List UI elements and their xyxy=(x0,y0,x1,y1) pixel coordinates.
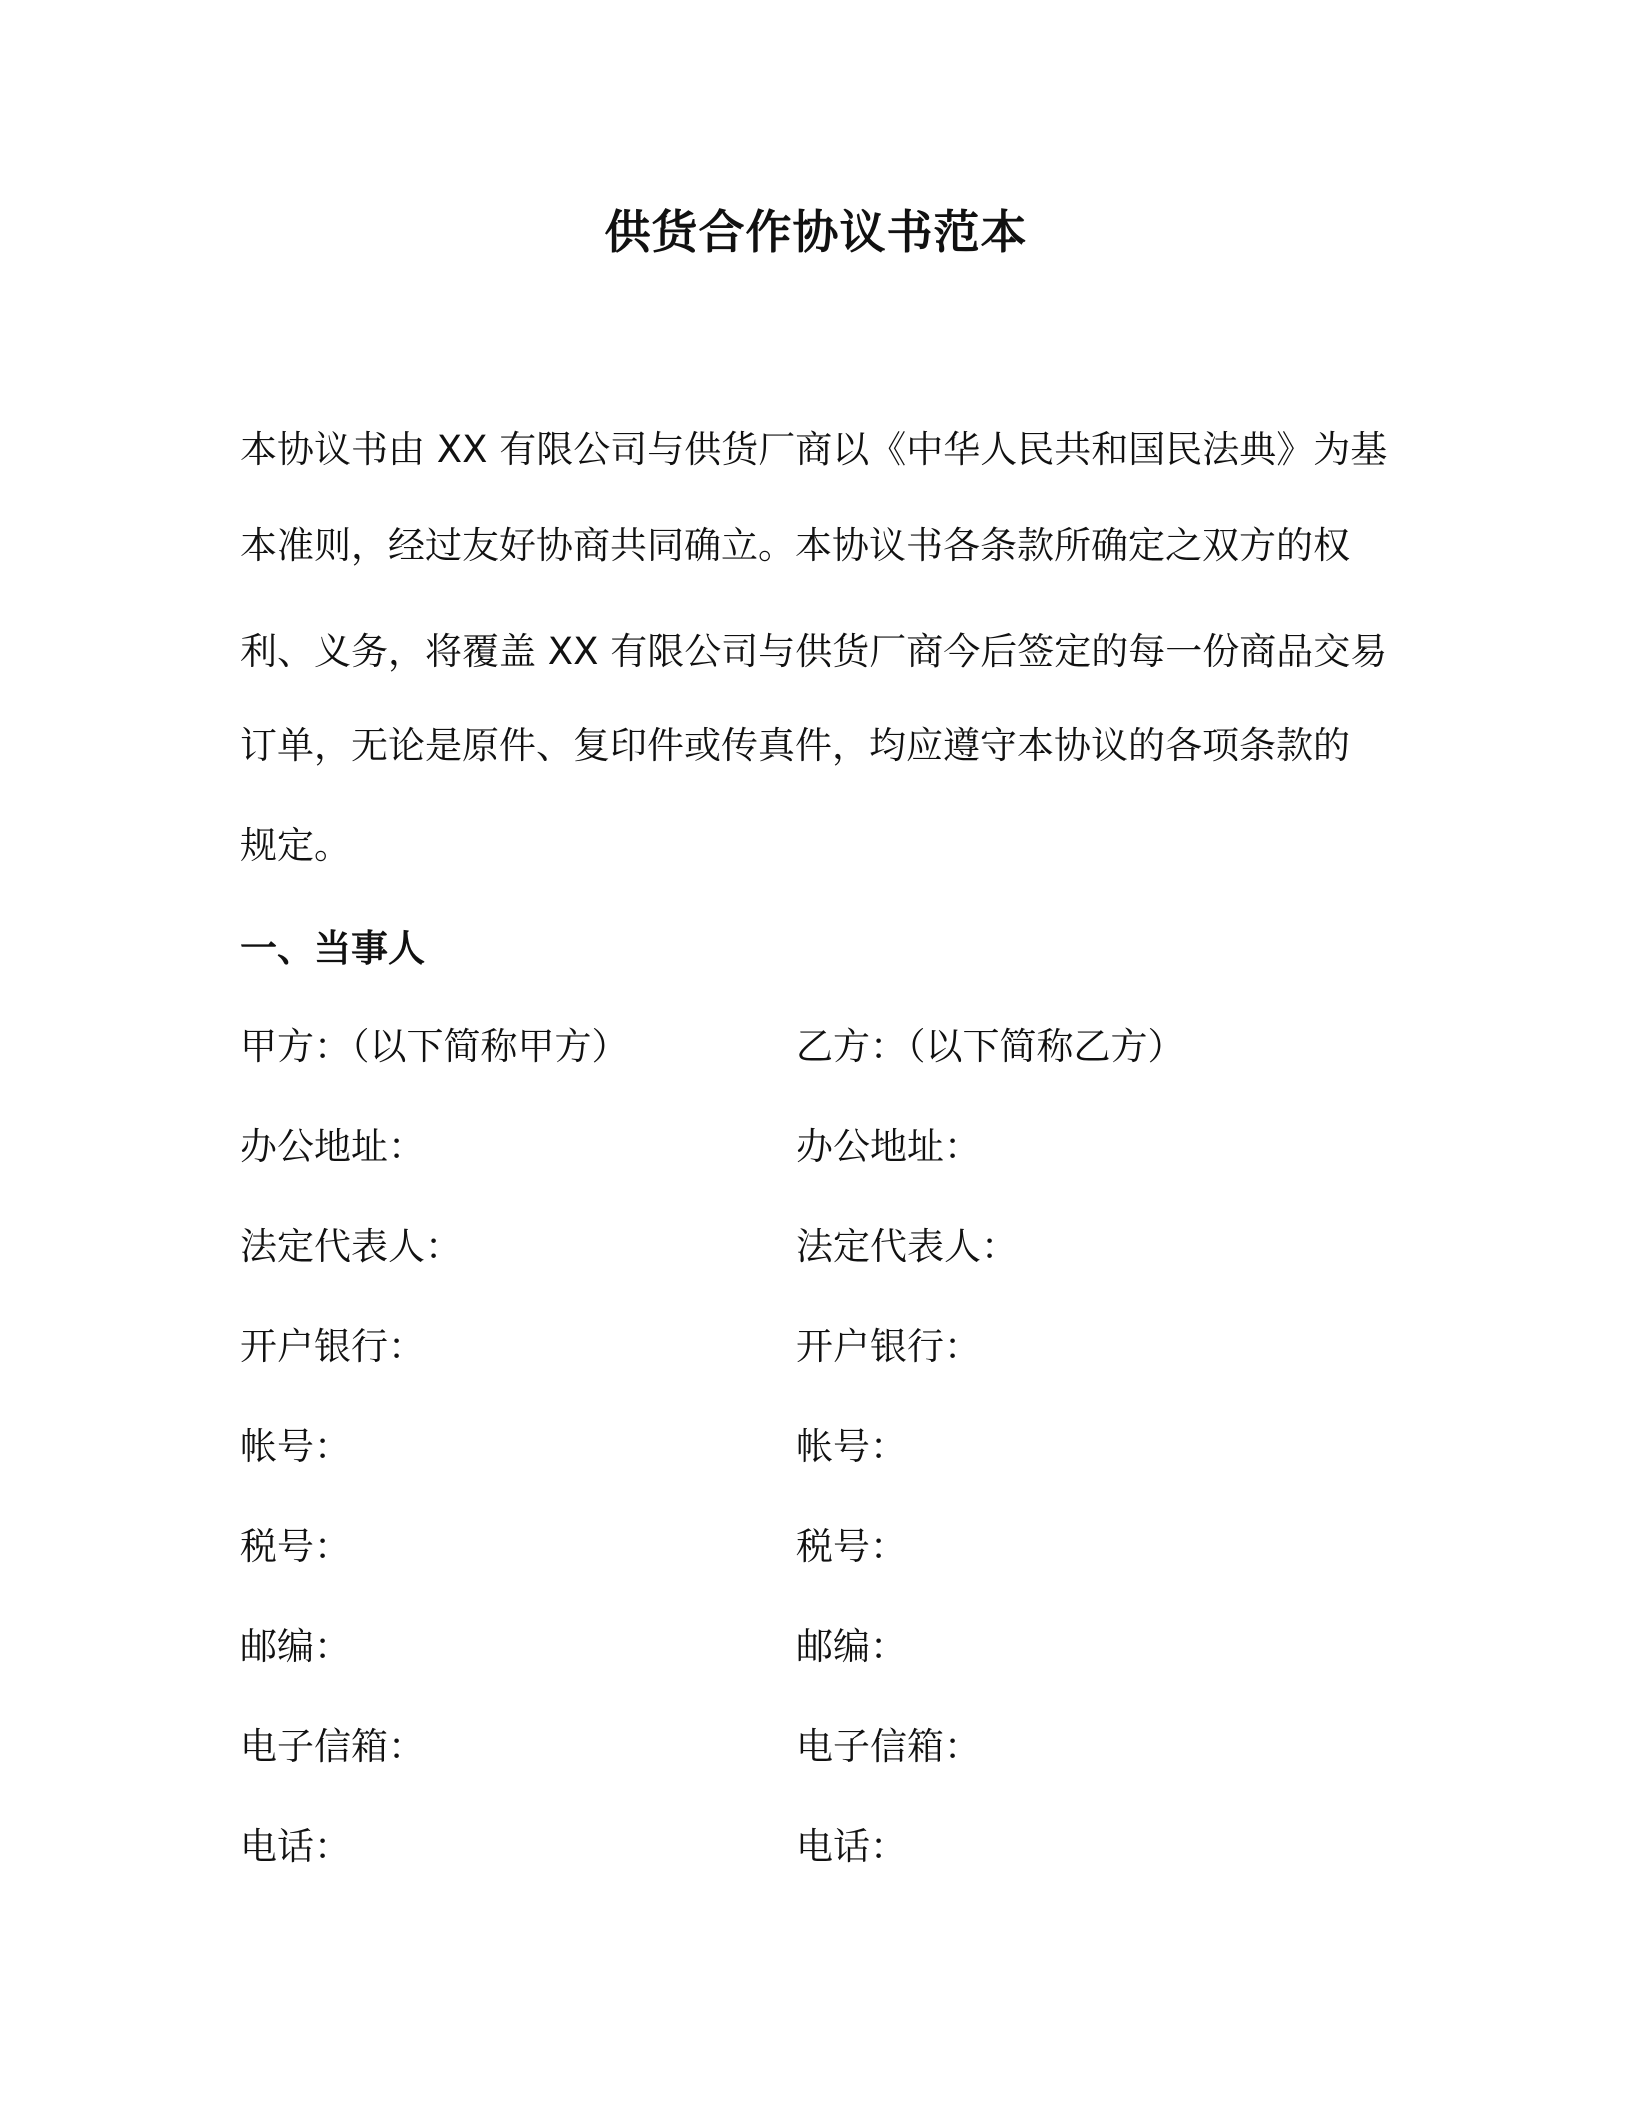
party-b-address-label: 办公地址： xyxy=(796,1125,981,1168)
party-a-label: 甲方：（以下简称甲方） xyxy=(240,1025,629,1068)
party-b-legal-rep-label: 法定代表人： xyxy=(796,1225,1018,1268)
party-row-email xyxy=(240,1723,1380,1771)
party-b-tax-id-label: 税号： xyxy=(796,1525,907,1568)
party-a-bank-label: 开户银行： xyxy=(240,1325,425,1368)
party-a-account-label: 帐号： xyxy=(240,1425,351,1468)
section-heading-parties: 一、当事人 xyxy=(240,927,425,970)
party-row-address xyxy=(240,1123,1380,1171)
party-b-account-label: 帐号： xyxy=(796,1425,907,1468)
party-row-bank xyxy=(240,1323,1380,1371)
party-row-header xyxy=(240,1023,1380,1071)
party-b-bank-label: 开户银行： xyxy=(796,1325,981,1368)
party-b-postcode-label: 邮编： xyxy=(796,1625,907,1668)
intro-line: 订单，无论是原件、复印件或传真件，均应遵守本协议的各项条款的 xyxy=(240,724,1350,767)
party-a-legal-rep-label: 法定代表人： xyxy=(240,1225,462,1268)
party-row-account xyxy=(240,1423,1380,1471)
party-b-label: 乙方：（以下简称乙方） xyxy=(796,1025,1185,1068)
document-title: 供货合作协议书范本 xyxy=(604,205,1028,259)
party-a-tax-id-label: 税号： xyxy=(240,1525,351,1568)
intro-line: 规定。 xyxy=(240,824,351,867)
party-row-legal-rep xyxy=(240,1223,1380,1271)
intro-line: 本准则，经过友好协商共同确立。本协议书各条款所确定之双方的权 xyxy=(240,524,1350,567)
party-a-phone-label: 电话： xyxy=(240,1825,351,1868)
party-a-address-label: 办公地址： xyxy=(240,1125,425,1168)
party-a-postcode-label: 邮编： xyxy=(240,1625,351,1668)
party-row-phone xyxy=(240,1823,1380,1871)
party-b-email-label: 电子信箱： xyxy=(796,1725,981,1768)
party-row-postcode xyxy=(240,1623,1380,1671)
party-b-phone-label: 电话： xyxy=(796,1825,907,1868)
party-row-tax-id xyxy=(240,1523,1380,1571)
intro-line: 利、义务，将覆盖 XX 有限公司与供货厂商今后签定的每一份商品交易 xyxy=(240,630,1388,673)
party-a-email-label: 电子信箱： xyxy=(240,1725,425,1768)
intro-line: 本协议书由 XX 有限公司与供货厂商以《中华人民共和国民法典》为基 xyxy=(240,428,1388,471)
